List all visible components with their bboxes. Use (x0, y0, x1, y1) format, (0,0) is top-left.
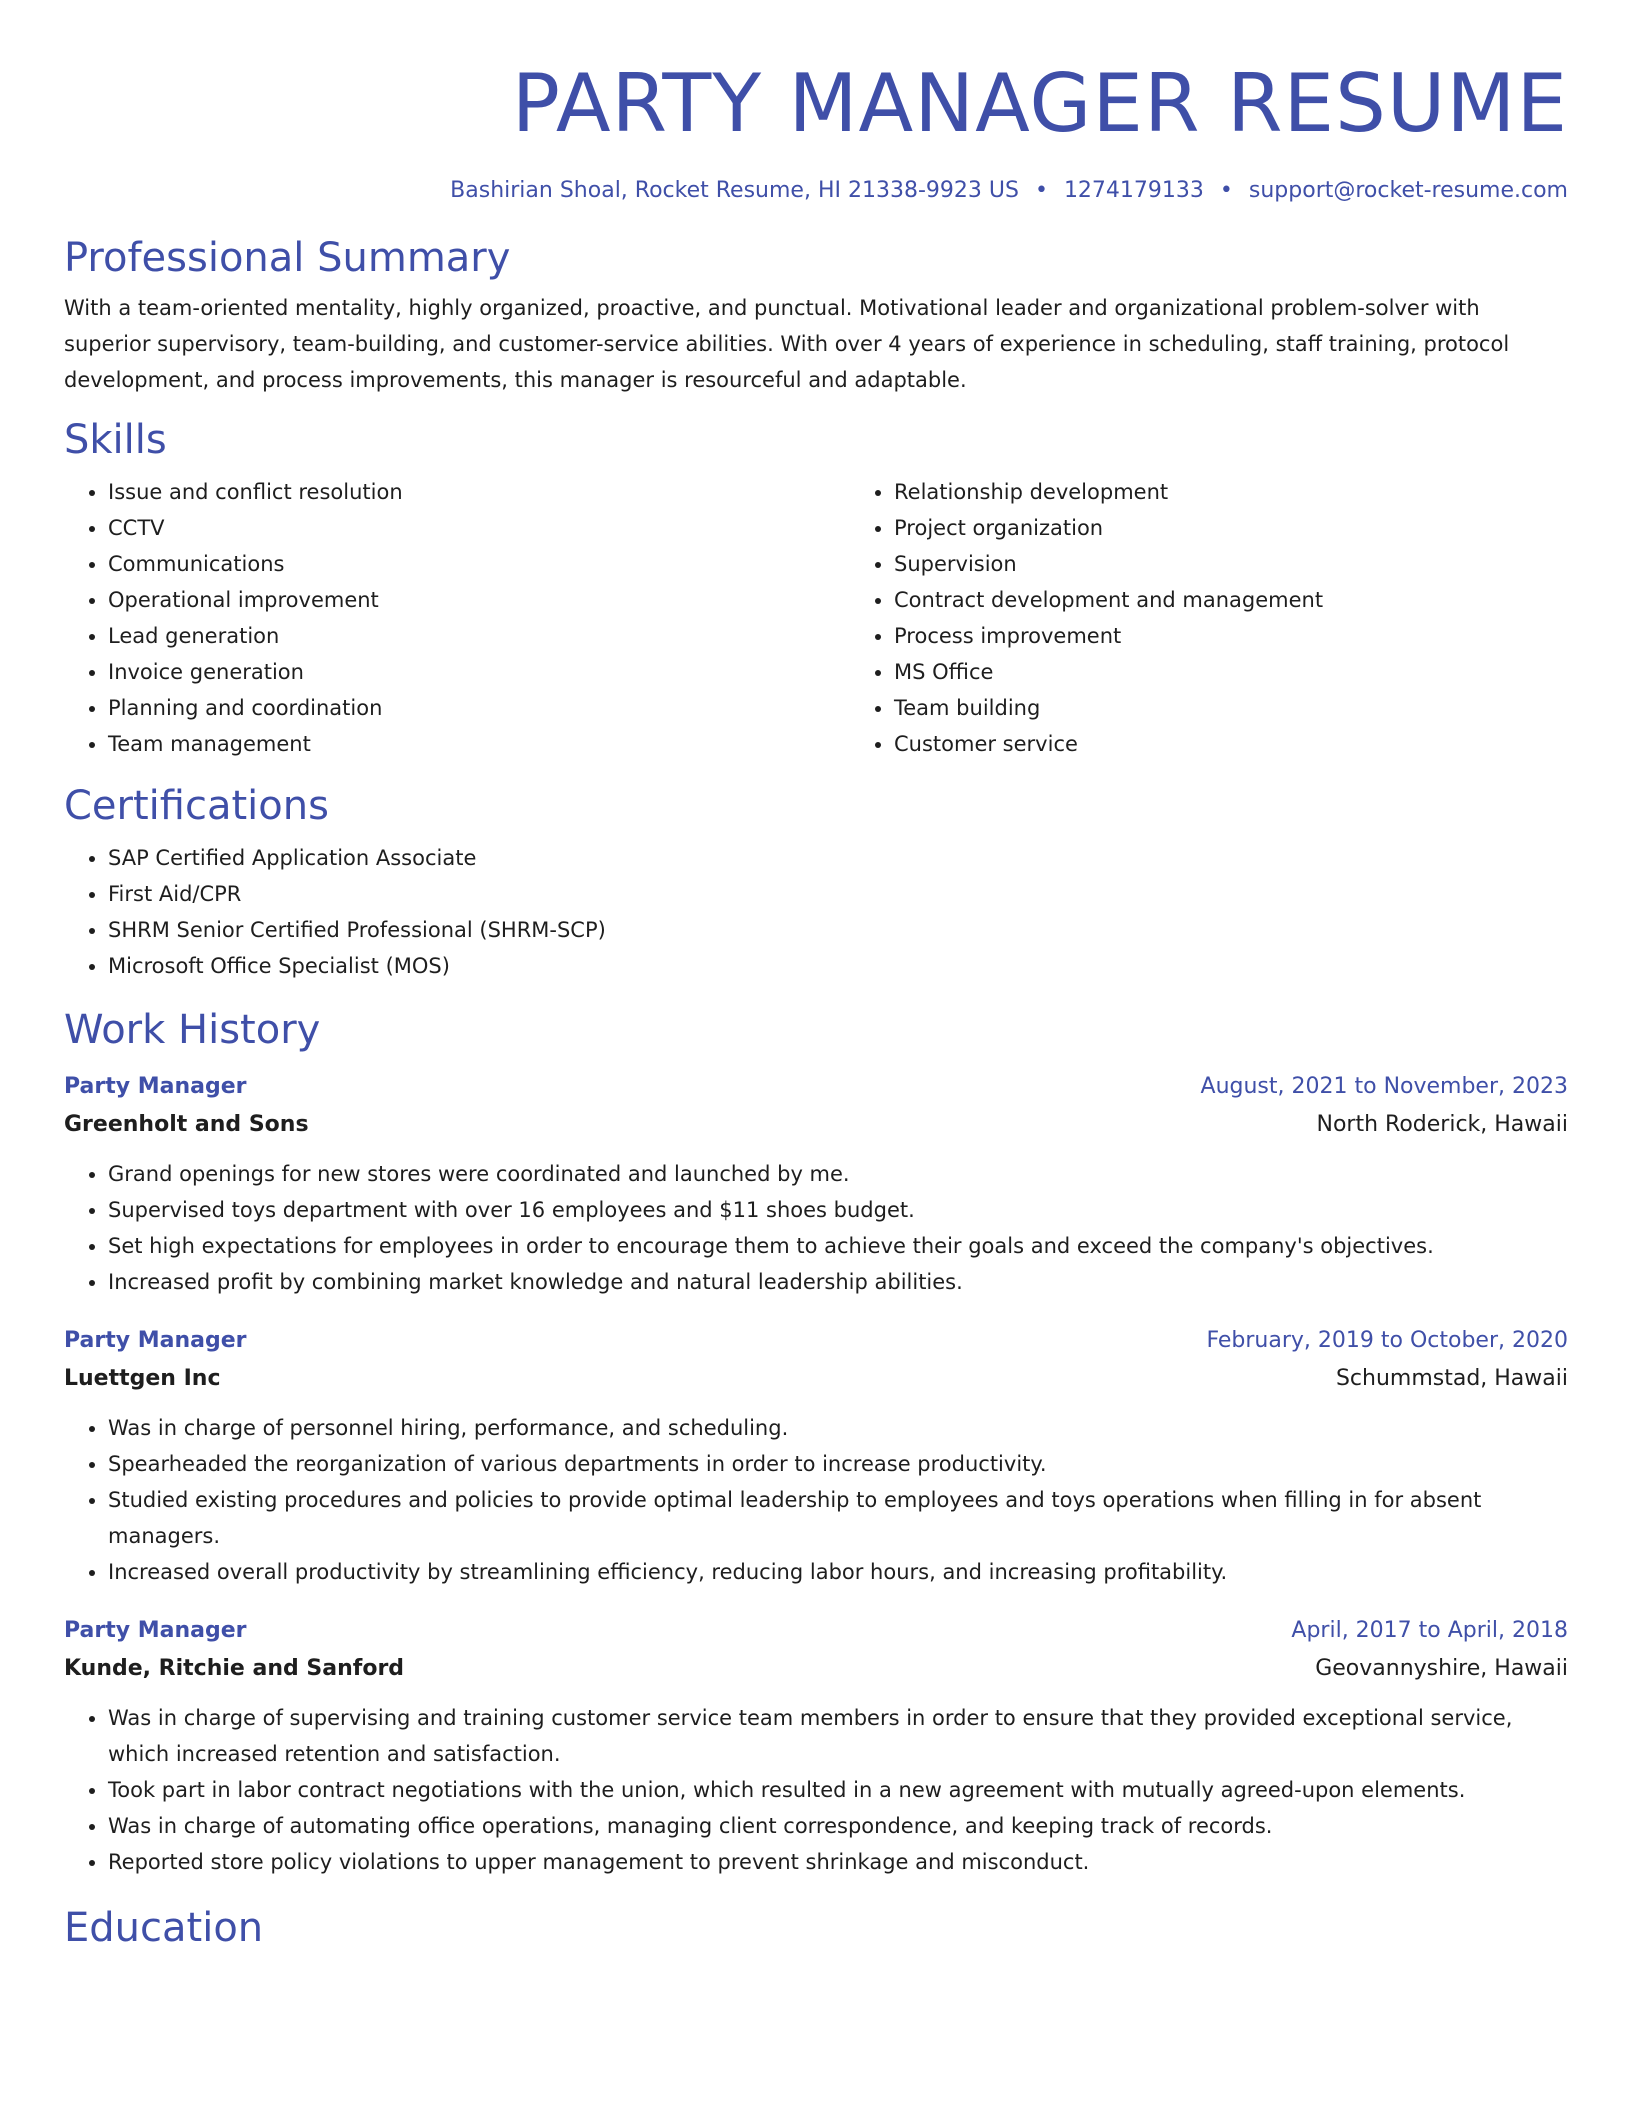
contact-email[interactable]: support@rocket-resume.com (1248, 178, 1568, 203)
skill-item: • Invoice generation (108, 654, 850, 690)
contact-separator: • (1034, 178, 1048, 203)
skills-grid (64, 466, 1568, 762)
contact-address: Bashirian Shoal, Rocket Resume, HI 21338-9923 US (450, 178, 1019, 203)
job-bullet: • Supervised toys department with over 16 employees and $11 shoes budget. (108, 1192, 1568, 1228)
job-location: North Roderick, Hawaii (1316, 1112, 1568, 1137)
skill-item: • MS Office (894, 654, 1632, 690)
contact-line (64, 176, 1568, 206)
skill-item: • Customer service (894, 726, 1632, 762)
skill-item: • Relationship development (894, 474, 1632, 510)
job-location: Geovannyshire, Hawaii (1315, 1656, 1568, 1681)
contact-phone: 1274179133 (1063, 178, 1204, 203)
summary-heading: Professional Summary (64, 235, 511, 281)
skill-item: • Lead generation (108, 618, 850, 654)
job-bullets (64, 1410, 1568, 1590)
certification-item: • SHRM Senior Certified Professional (SHRM-SCP) (108, 912, 1568, 948)
job-bullets (64, 1700, 1568, 1880)
job-location: Schummstad, Hawaii (1335, 1366, 1568, 1391)
skill-item: • CCTV (108, 510, 850, 546)
job-company: Greenholt and Sons (64, 1112, 309, 1137)
certification-item: • Microsoft Office Specialist (MOS) (108, 948, 1568, 984)
resume-page (64, 0, 1568, 1954)
job-bullet: • Reported store policy violations to upper management to prevent shrinkage and misconduct. (108, 1844, 1568, 1880)
job-subheader (64, 1106, 1568, 1144)
job-dates: April, 2017 to April, 2018 (1291, 1618, 1568, 1643)
job-header (64, 1068, 1568, 1106)
job-subheader (64, 1360, 1568, 1398)
certification-item: • SAP Certified Application Associate (108, 840, 1568, 876)
certifications-heading: Certifications (64, 783, 329, 829)
contact-separator: • (1219, 178, 1233, 203)
certifications-list (64, 840, 1568, 984)
job-entry (64, 1612, 1568, 1880)
skill-item: • Operational improvement (108, 582, 850, 618)
work-history-heading: Work History (64, 1007, 321, 1053)
job-company: Luettgen Inc (64, 1366, 221, 1391)
job-entry (64, 1068, 1568, 1300)
job-bullet: • Was in charge of personnel hiring, performance, and scheduling. (108, 1410, 1568, 1446)
job-bullet: • Was in charge of supervising and training customer service team members in order to ensure that they provided exceptional service, which increased retention and satisfaction. (108, 1700, 1568, 1772)
job-dates: August, 2021 to November, 2023 (1200, 1074, 1568, 1099)
job-bullet: • Set high expectations for employees in order to encourage them to achieve their goals and exceed the company's objectives. (108, 1228, 1568, 1264)
job-bullet: • Spearheaded the reorganization of various departments in order to increase productivity. (108, 1446, 1568, 1482)
skills-list-left (64, 474, 850, 762)
job-bullet: • Grand openings for new stores were coordinated and launched by me. (108, 1156, 1568, 1192)
resume-title: PARTY MANAGER RESUME (511, 57, 1568, 150)
skill-item: • Team building (894, 690, 1632, 726)
skills-list-right (850, 474, 1632, 762)
certification-item: • First Aid/CPR (108, 876, 1568, 912)
job-bullets (64, 1156, 1568, 1300)
job-subheader (64, 1650, 1568, 1688)
skill-item: • Issue and conflict resolution (108, 474, 850, 510)
summary-text: With a team-oriented mentality, highly organized, proactive, and punctual. Motivational leader and organizational problem-solver with superior supervisory, team-building, and customer-service abilities. With over 4 years of experience in scheduling, staff training, protocol development, and process improvements, this manager is resourceful and adaptable. (64, 296, 1510, 392)
job-title: Party Manager (64, 1074, 247, 1099)
skills-heading: Skills (64, 417, 167, 463)
skill-item: • Team management (108, 726, 850, 762)
job-bullet: • Increased overall productivity by streamlining efficiency, reducing labor hours, and increasing profitability. (108, 1554, 1568, 1590)
skill-item: • Contract development and management (894, 582, 1632, 618)
skill-item: • Process improvement (894, 618, 1632, 654)
skill-item: • Communications (108, 546, 850, 582)
job-bullet: • Was in charge of automating office operations, managing client correspondence, and keeping track of records. (108, 1808, 1568, 1844)
job-dates: February, 2019 to October, 2020 (1206, 1328, 1568, 1353)
job-title: Party Manager (64, 1328, 247, 1353)
skill-item: • Supervision (894, 546, 1632, 582)
skill-item: • Project organization (894, 510, 1632, 546)
job-bullet: • Took part in labor contract negotiations with the union, which resulted in a new agreement with mutually agreed-upon elements. (108, 1772, 1568, 1808)
job-bullet: • Studied existing procedures and policies to provide optimal leadership to employees and toys operations when filling in for absent managers. (108, 1482, 1568, 1554)
job-header (64, 1612, 1568, 1650)
skill-item: • Planning and coordination (108, 690, 850, 726)
job-title: Party Manager (64, 1618, 247, 1643)
education-heading: Education (64, 1905, 264, 1951)
job-entry (64, 1322, 1568, 1590)
job-header (64, 1322, 1568, 1360)
job-company: Kunde, Ritchie and Sanford (64, 1656, 405, 1681)
job-bullet: • Increased profit by combining market knowledge and natural leadership abilities. (108, 1264, 1568, 1300)
